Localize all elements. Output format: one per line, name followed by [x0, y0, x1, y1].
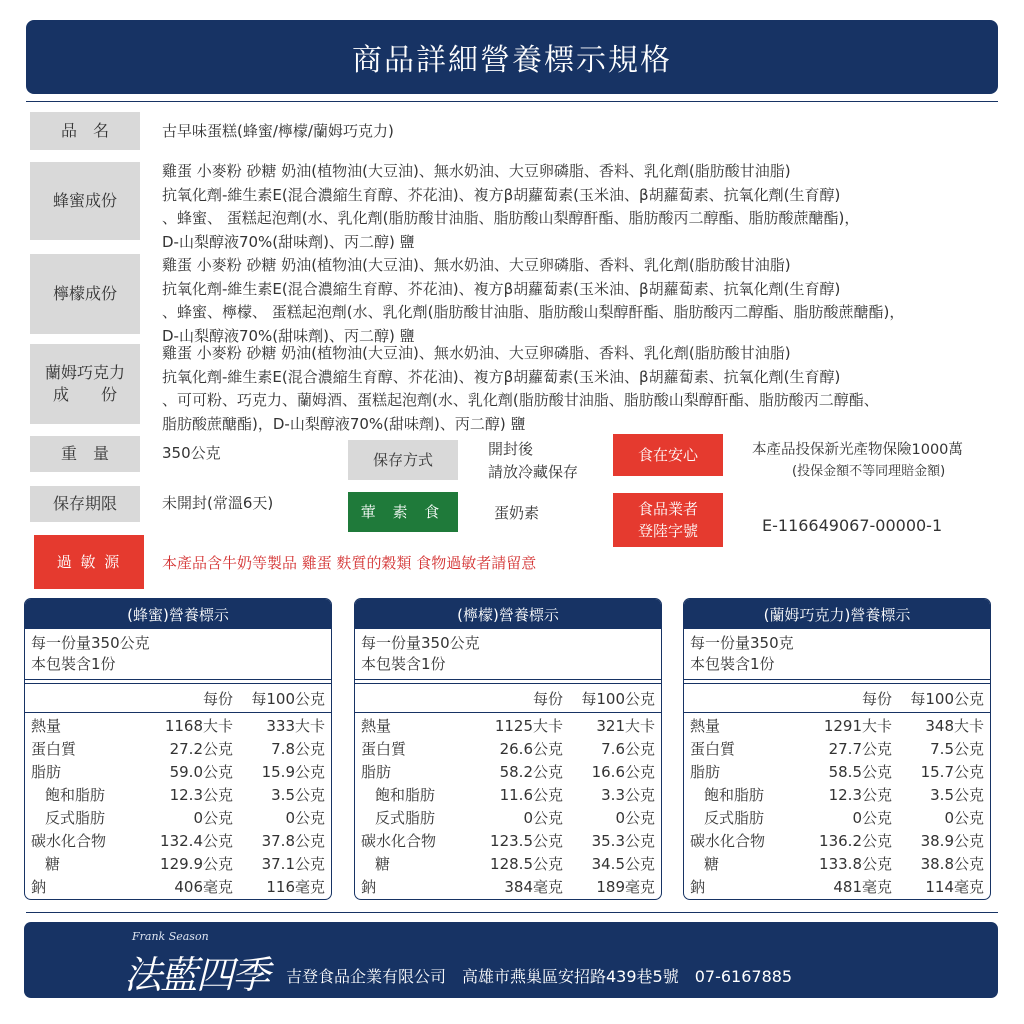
rum-chocolate-ingredients-label	[30, 344, 140, 424]
page-title: 商品詳細營養標示規格	[352, 43, 672, 78]
per-serving: 27.7公克	[828, 740, 892, 758]
nutrient-name: 熱量	[361, 717, 392, 735]
column-headers	[25, 683, 331, 713]
serving-info	[25, 629, 331, 680]
table-row	[25, 738, 331, 761]
table-row	[684, 784, 990, 807]
nutrient-name: 鈉	[690, 878, 706, 896]
panel-title: (蘭姆巧克力)營養標示	[684, 599, 990, 629]
label-line: 蘭姆巧克力	[44, 363, 125, 382]
product-name-label: 品 名	[30, 112, 140, 150]
per-serving: 128.5公克	[490, 855, 563, 873]
allergen-badge: 過 敏 源	[34, 535, 144, 589]
servings-per-pack: 本包裝含1份	[31, 655, 116, 673]
per-serving: 481毫克	[833, 878, 892, 896]
nutrient-name: 鈉	[361, 878, 377, 896]
per-serving: 136.2公克	[819, 832, 892, 850]
column-header-per-100g: 每100公克	[581, 689, 655, 708]
per-100g: 3.3公克	[601, 786, 655, 804]
table-row	[684, 876, 990, 899]
nutrient-name: 蛋白質	[690, 740, 736, 758]
per-100g: 34.5公克	[591, 855, 655, 873]
nutrient-name: 熱量	[31, 717, 62, 735]
table-row	[355, 761, 661, 784]
per-100g: 37.1公克	[261, 855, 325, 873]
table-row	[25, 807, 331, 830]
lemon-ingredients-label: 檸檬成份	[30, 254, 140, 334]
ingredient-line: D-山梨醇液70%(甜味劑)、丙二醇) 鹽	[162, 326, 415, 345]
nutrient-name: 糖	[704, 855, 720, 873]
table-row	[355, 830, 661, 853]
registration-number: E-116649067-00000-1	[762, 516, 943, 535]
per-serving: 123.5公克	[490, 832, 563, 850]
per-serving: 1125大卡	[494, 717, 563, 735]
serving-info	[355, 629, 661, 680]
allergen-text: 本產品含牛奶等製品 雞蛋 麩質的穀類 食物過敏者請留意	[162, 554, 537, 572]
nutrient-name: 脂肪	[31, 763, 62, 781]
column-headers	[684, 683, 990, 713]
serving-size: 每一份量350公克	[361, 634, 480, 652]
lemon-ingredients	[162, 254, 904, 348]
nutrient-name: 碳水化合物	[31, 832, 107, 850]
safety-badge: 食在安心	[613, 434, 723, 476]
nutrition-rows	[355, 713, 661, 899]
per-serving: 0公克	[852, 809, 892, 827]
table-row	[355, 853, 661, 876]
nutrient-name: 飽和脂肪	[704, 786, 765, 804]
shelf-life-value: 未開封(常溫6天)	[162, 494, 274, 512]
nutrition-panel-rum-chocolate	[683, 598, 991, 900]
footer-divider	[26, 912, 998, 913]
per-100g: 333大卡	[266, 717, 325, 735]
nutrient-name: 飽和脂肪	[375, 786, 436, 804]
registration-badge	[613, 493, 723, 547]
nutrition-rows	[25, 713, 331, 899]
per-serving: 132.4公克	[160, 832, 233, 850]
per-100g: 0公克	[285, 809, 325, 827]
nutrient-name: 反式脂肪	[704, 809, 765, 827]
per-100g: 114毫克	[925, 878, 984, 896]
per-100g: 37.8公克	[261, 832, 325, 850]
storage-line: 開封後	[488, 440, 534, 458]
nutrient-name: 糖	[45, 855, 61, 873]
per-100g: 116毫克	[266, 878, 325, 896]
column-header-per-100g: 每100公克	[251, 689, 325, 708]
nutrient-name: 碳水化合物	[690, 832, 766, 850]
ingredient-line: 、可可粉、巧克力、蘭姆酒、蛋糕起泡劑(水、乳化劑(脂肪酸甘油脂、脂肪酸山梨醇酐酯、脂肪酸丙二醇酯、	[162, 391, 879, 409]
column-header-per-serving: 每份	[532, 689, 563, 708]
table-row	[684, 830, 990, 853]
table-row	[355, 738, 661, 761]
per-100g: 7.8公克	[271, 740, 325, 758]
ingredient-line: 抗氧化劑-維生素E(混合濃縮生育醇、芥花油)、複方β胡蘿蔔素(玉米油、β胡蘿蔔素、抗氧化劑(生育醇)	[162, 185, 841, 204]
ingredient-line: 雞蛋 小麥粉 砂糖 奶油(植物油(大豆油)、無水奶油、大豆卵磷脂、香料、乳化劑(脂肪酸甘油脂)	[162, 256, 791, 274]
per-serving: 0公克	[193, 809, 233, 827]
registration-label-line: 食品業者	[637, 500, 698, 518]
table-row	[25, 853, 331, 876]
table-row	[684, 807, 990, 830]
ingredient-line: 、蜂蜜、檸檬、 蛋糕起泡劑(水、乳化劑(脂肪酸甘油脂、脂肪酸山梨醇酐酯、脂肪酸丙二醇酯、脂肪酸蔗醣酯)，	[162, 303, 905, 321]
table-row	[25, 784, 331, 807]
per-serving: 406毫克	[174, 878, 233, 896]
per-serving: 12.3公克	[169, 786, 233, 804]
per-100g: 38.8公克	[920, 855, 984, 873]
honey-ingredients-label: 蜂蜜成份	[30, 162, 140, 240]
nutrient-name: 糖	[375, 855, 391, 873]
table-row	[684, 761, 990, 784]
panel-title: (蜂蜜)營養標示	[25, 599, 331, 629]
nutrient-name: 鈉	[31, 878, 47, 896]
diet-value: 蛋奶素	[494, 504, 540, 522]
servings-per-pack: 本包裝含1份	[361, 655, 446, 673]
table-row	[684, 853, 990, 876]
per-100g: 15.7公克	[920, 763, 984, 781]
nutrient-name: 蛋白質	[361, 740, 407, 758]
per-serving: 1168大卡	[164, 717, 233, 735]
per-serving: 27.2公克	[169, 740, 233, 758]
ingredient-line: 、蜂蜜、 蛋糕起泡劑(水、乳化劑(脂肪酸甘油脂、脂肪酸山梨醇酐酯、脂肪酸丙二醇酯、脂肪酸蔗醣酯)，	[162, 209, 860, 227]
nutrient-name: 熱量	[690, 717, 721, 735]
serving-info	[684, 629, 990, 680]
table-row	[25, 830, 331, 853]
nutrient-name: 反式脂肪	[45, 809, 106, 827]
per-100g: 321大卡	[596, 717, 655, 735]
per-100g: 38.9公克	[920, 832, 984, 850]
ingredient-line: 抗氧化劑-維生素E(混合濃縮生育醇、芥花油)、複方β胡蘿蔔素(玉米油、β胡蘿蔔素、抗氧化劑(生育醇)	[162, 279, 841, 298]
storage-line: 請放冷藏保存	[488, 463, 579, 481]
nutrition-panel-lemon	[354, 598, 662, 900]
per-100g: 35.3公克	[591, 832, 655, 850]
panel-title: (檸檬)營養標示	[355, 599, 661, 629]
per-serving: 384毫克	[504, 878, 563, 896]
header-divider	[26, 101, 998, 102]
storage-instructions	[488, 438, 578, 484]
per-100g: 7.6公克	[601, 740, 655, 758]
per-100g: 0公克	[615, 809, 655, 827]
table-row	[684, 715, 990, 738]
nutrition-panel-honey	[24, 598, 332, 900]
per-100g: 189毫克	[596, 878, 655, 896]
nutrient-name: 脂肪	[690, 763, 721, 781]
footer	[24, 922, 998, 998]
ingredient-line: 雞蛋 小麥粉 砂糖 奶油(植物油(大豆油)、無水奶油、大豆卵磷脂、香料、乳化劑(脂肪酸甘油脂)	[162, 344, 791, 362]
product-name: 古早味蛋糕(蜂蜜/檸檬/蘭姆巧克力)	[162, 122, 394, 140]
per-100g: 0公克	[944, 809, 984, 827]
per-100g: 16.6公克	[591, 763, 655, 781]
table-row	[355, 807, 661, 830]
insurance-note: 本產品投保新光產物保險1000萬	[752, 442, 963, 458]
shelf-life-label: 保存期限	[30, 486, 140, 522]
nutrient-name: 蛋白質	[31, 740, 77, 758]
per-serving: 133.8公克	[819, 855, 892, 873]
per-serving: 1291大卡	[823, 717, 892, 735]
registration-label-line: 登陸字號	[637, 522, 698, 540]
per-serving: 59.0公克	[169, 763, 233, 781]
brand-logo-english: Frank Season	[132, 930, 209, 943]
label-line: 成 份	[52, 385, 117, 404]
brand-logo: 法藍四季	[124, 953, 269, 997]
per-serving: 11.6公克	[499, 786, 563, 804]
table-row	[355, 715, 661, 738]
company-info: 吉登食品企業有限公司 高雄市燕巢區安招路439巷5號 07-6167885	[286, 967, 793, 986]
table-row	[25, 761, 331, 784]
servings-per-pack: 本包裝含1份	[690, 655, 775, 673]
nutrient-name: 反式脂肪	[375, 809, 436, 827]
serving-size: 每一份量350克	[690, 634, 794, 652]
weight-label: 重 量	[30, 436, 140, 472]
table-row	[25, 876, 331, 899]
per-100g: 348大卡	[925, 717, 984, 735]
ingredient-line: 抗氧化劑-維生素E(混合濃縮生育醇、芥花油)、複方β胡蘿蔔素(玉米油、β胡蘿蔔素、抗氧化劑(生育醇)	[162, 367, 841, 386]
column-header-per-serving: 每份	[202, 689, 233, 708]
ingredient-line: 雞蛋 小麥粉 砂糖 奶油(植物油(大豆油)、無水奶油、大豆卵磷脂、香料、乳化劑(脂肪酸甘油脂)	[162, 162, 791, 180]
nutrition-rows	[684, 713, 990, 899]
nutrient-name: 脂肪	[361, 763, 392, 781]
table-row	[355, 876, 661, 899]
diet-label: 葷 素 食	[348, 492, 458, 532]
per-serving: 129.9公克	[160, 855, 233, 873]
per-100g: 15.9公克	[261, 763, 325, 781]
column-headers	[355, 683, 661, 713]
insurance-disclaimer: (投保金額不等同理賠金額)	[792, 464, 946, 479]
per-100g: 3.5公克	[930, 786, 984, 804]
per-serving: 12.3公克	[828, 786, 892, 804]
per-serving: 26.6公克	[499, 740, 563, 758]
per-serving: 0公克	[523, 809, 563, 827]
per-100g: 7.5公克	[930, 740, 984, 758]
table-row	[355, 784, 661, 807]
rum-chocolate-ingredients	[162, 342, 879, 436]
nutrient-name: 碳水化合物	[361, 832, 437, 850]
weight-value: 350公克	[162, 444, 221, 462]
serving-size: 每一份量350公克	[31, 634, 150, 652]
table-row	[684, 738, 990, 761]
per-serving: 58.2公克	[499, 763, 563, 781]
ingredient-line: D-山梨醇液70%(甜味劑)、丙二醇) 鹽	[162, 232, 415, 251]
per-serving: 58.5公克	[828, 763, 892, 781]
nutrient-name: 飽和脂肪	[45, 786, 106, 804]
storage-label: 保存方式	[348, 440, 458, 480]
honey-ingredients	[162, 160, 859, 254]
column-header-per-serving: 每份	[861, 689, 892, 708]
page-header	[26, 20, 998, 94]
per-100g: 3.5公克	[271, 786, 325, 804]
ingredient-line: 脂肪酸蔗醣酯)，D-山梨醇液70%(甜味劑)、丙二醇) 鹽	[162, 414, 526, 433]
column-header-per-100g: 每100公克	[910, 689, 984, 708]
table-row	[25, 715, 331, 738]
